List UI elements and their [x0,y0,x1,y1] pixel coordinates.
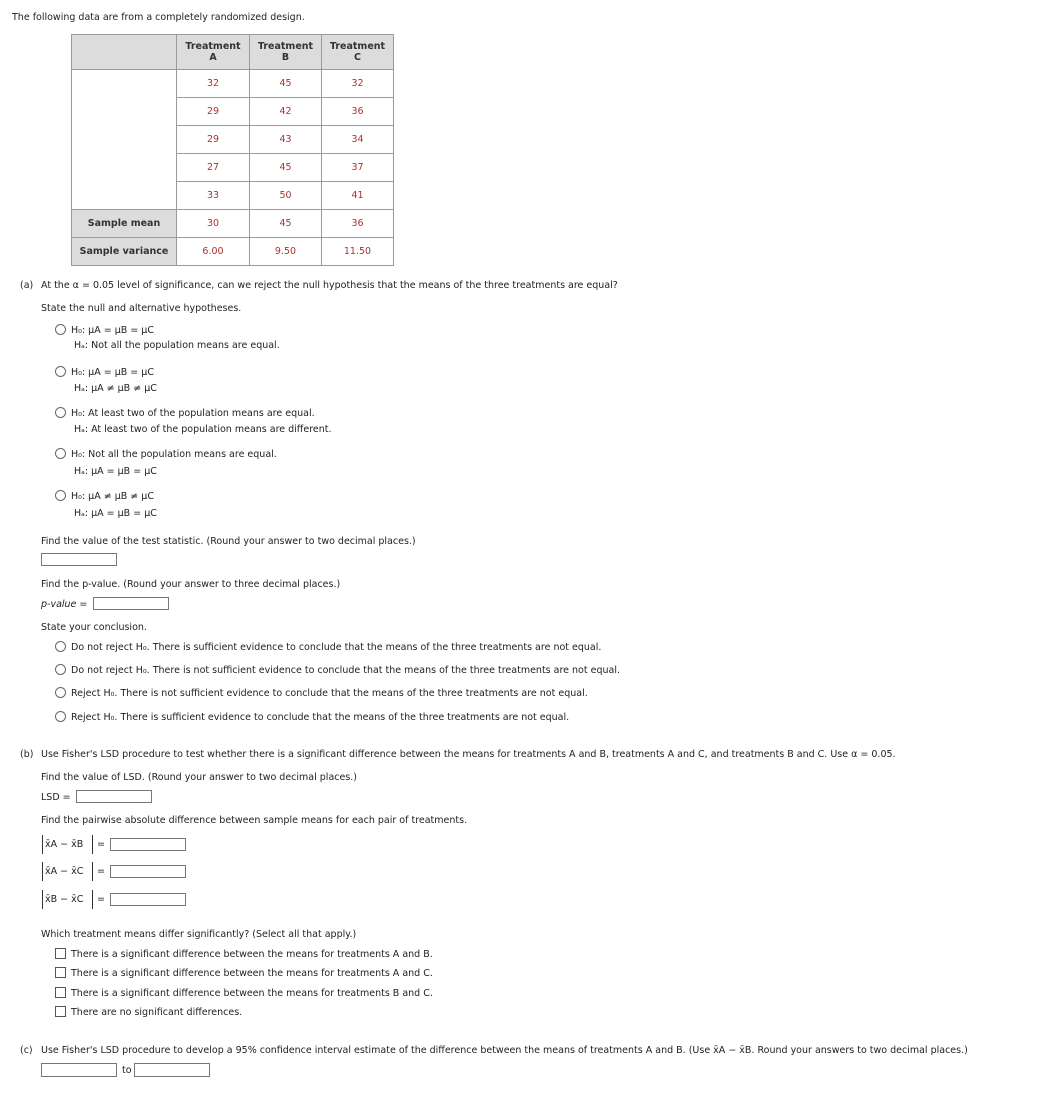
radio-button[interactable] [55,641,66,652]
radio-button[interactable] [55,687,66,698]
sample-variance-row [72,238,394,266]
abs-bar-left [42,835,43,854]
sample-mean-row [72,210,394,238]
data-table [71,34,394,266]
cell: 32 [322,70,394,98]
checkbox-option-ab[interactable]: There is a significant difference between the means for treatments A and B. [55,948,433,960]
checkbox[interactable] [55,967,66,978]
checkbox[interactable] [55,948,66,959]
cell: 33 [177,182,250,210]
checkbox[interactable] [55,987,66,998]
conclusion-option-3[interactable]: Reject H₀. There is not sufficient evidence to conclude that the means of the three treatments are not equal. [55,687,588,699]
abs-bar-right [92,862,93,881]
hypothesis-option-5[interactable]: H₀: μA ≠ μB ≠ μC [55,490,154,502]
lsd-label: LSD = [41,792,71,803]
cell: 6.00 [177,238,250,266]
test-statistic-prompt: Find the value of the test statistic. (Round your answer to two decimal places.) [41,536,416,547]
p-value-input[interactable] [93,597,169,610]
cell: 11.50 [322,238,394,266]
part-c-label: (c) [20,1045,33,1056]
checkbox-option-ac[interactable]: There is a significant difference between the means for treatments A and C. [55,967,433,979]
pair-ab-eq: = [97,839,105,850]
hypothesis-option-5-ha: Hₐ: μA = μB = μC [74,508,157,519]
cell: 50 [250,182,322,210]
sample-variance-label: Sample variance [72,238,177,266]
part-b-question: Use Fisher's LSD procedure to test whether there is a significant difference between the means for treatments A and B, treatments A and C, and treatments B and C. Use α = 0.05. [41,749,896,760]
pair-bc-label: x̄B − x̄C [45,894,84,905]
cell: 27 [177,154,250,182]
hypothesis-option-4-ha: Hₐ: μA = μB = μC [74,466,157,477]
pair-ac-input[interactable] [110,865,186,878]
ci-lower-input[interactable] [41,1063,117,1077]
table-row [72,70,394,98]
hypothesis-option-3-ha: Hₐ: At least two of the population means are different. [74,424,332,435]
p-value-prompt: Find the p-value. (Round your answer to three decimal places.) [41,579,341,590]
cell: 29 [177,98,250,126]
cell: 34 [322,126,394,154]
pair-ac-label: x̄A − x̄C [45,866,84,877]
cell: 29 [177,126,250,154]
cell: 41 [322,182,394,210]
radio-button[interactable] [55,448,66,459]
pair-ab-input[interactable] [110,838,186,851]
pairwise-prompt: Find the pairwise absolute difference between sample means for each pair of treatments. [41,815,468,826]
intro-text: The following data are from a completely randomized design. [12,12,305,23]
radio-button[interactable] [55,324,66,335]
pair-ab-label: x̄A − x̄B [45,839,84,850]
abs-bar-left [42,890,43,909]
lsd-prompt: Find the value of LSD. (Round your answer to two decimal places.) [41,772,358,783]
hypothesis-option-2-ha: Hₐ: μA ≠ μB ≠ μC [74,383,157,394]
hypothesis-option-2[interactable]: H₀: μA = μB = μC [55,366,154,378]
part-b-label: (b) [20,749,34,760]
radio-button[interactable] [55,366,66,377]
sample-mean-label: Sample mean [72,210,177,238]
radio-button[interactable] [55,490,66,501]
cell: 30 [177,210,250,238]
corner-cell [72,35,177,70]
radio-button[interactable] [55,711,66,722]
hypothesis-option-1[interactable]: H₀: μA = μB = μC [55,324,154,336]
cell: 42 [250,98,322,126]
pair-bc-input[interactable] [110,893,186,906]
conclusion-option-1[interactable]: Do not reject H₀. There is sufficient evidence to conclude that the means of the three treatments are not equal. [55,641,601,653]
radio-button[interactable] [55,664,66,675]
cell: 45 [250,154,322,182]
conclusion-prompt: State your conclusion. [41,622,147,633]
cell: 36 [322,98,394,126]
header-treatment-a: Treatment A [177,35,250,70]
lsd-input[interactable] [76,790,152,803]
blank-label-cell [72,70,177,210]
header-treatment-c: Treatment C [322,35,394,70]
checkbox-option-none[interactable]: There are no significant differences. [55,1006,242,1018]
part-c-question: Use Fisher's LSD procedure to develop a 95% confidence interval estimate of the difference between the means of treatments A and B. (Use x̄A − x̄B. Round your answers to two decimal places.) [41,1045,968,1056]
part-a-question: At the α = 0.05 level of significance, can we reject the null hypothesis that the means of the three treatments are equal? [41,280,618,291]
which-differ-prompt: Which treatment means differ significantly? (Select all that apply.) [41,929,357,940]
state-hypotheses-prompt: State the null and alternative hypotheses. [41,303,242,314]
ci-upper-input[interactable] [134,1063,210,1077]
cell: 37 [322,154,394,182]
abs-bar-right [92,890,93,909]
p-value-label: p-value = [41,599,88,610]
table-header-row [72,35,394,70]
hypothesis-option-1-ha: Hₐ: Not all the population means are equal. [74,340,280,351]
conclusion-option-2[interactable]: Do not reject H₀. There is not sufficient evidence to conclude that the means of the three treatments are not equal. [55,664,620,676]
header-treatment-b: Treatment B [250,35,322,70]
ci-to-label: to [122,1065,132,1076]
cell: 9.50 [250,238,322,266]
radio-button[interactable] [55,407,66,418]
hypothesis-option-3[interactable]: H₀: At least two of the population means are equal. [55,407,315,419]
cell: 32 [177,70,250,98]
part-a-label: (a) [20,280,34,291]
cell: 45 [250,70,322,98]
test-statistic-input[interactable] [41,553,117,566]
abs-bar-left [42,862,43,881]
pair-ac-eq: = [97,866,105,877]
cell: 43 [250,126,322,154]
hypothesis-option-4[interactable]: H₀: Not all the population means are equal. [55,448,277,460]
checkbox-option-bc[interactable]: There is a significant difference between the means for treatments B and C. [55,987,433,999]
cell: 45 [250,210,322,238]
conclusion-option-4[interactable]: Reject H₀. There is sufficient evidence to conclude that the means of the three treatments are not equal. [55,711,569,723]
cell: 36 [322,210,394,238]
checkbox[interactable] [55,1006,66,1017]
pair-bc-eq: = [97,894,105,905]
abs-bar-right [92,835,93,854]
